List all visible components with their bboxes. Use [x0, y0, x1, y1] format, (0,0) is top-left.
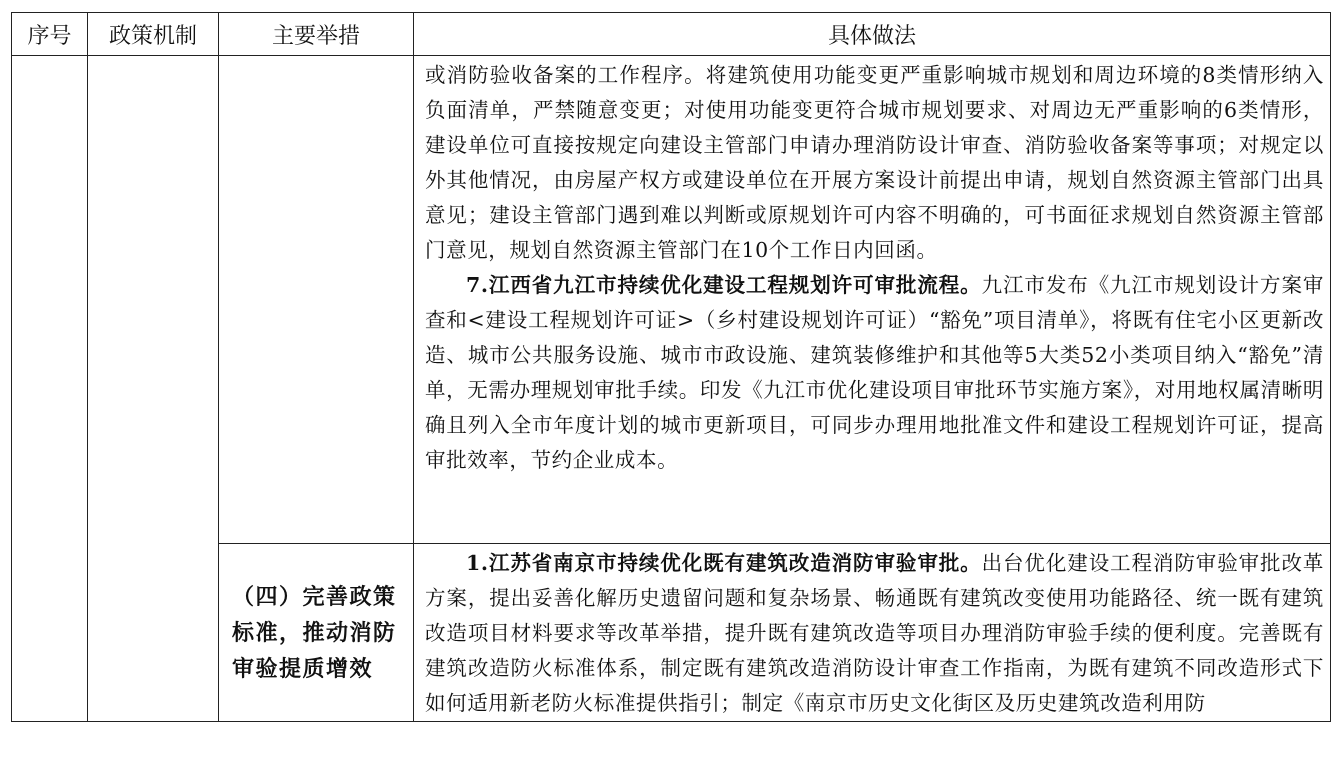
header-seq: 序号 — [12, 13, 88, 56]
practice-cell — [414, 544, 1331, 722]
practice-item-7 — [414, 268, 1330, 478]
measure-cell — [219, 544, 414, 722]
mechanism-cell — [88, 56, 219, 722]
item-body: 九江市发布《九江市规划设计方案审查和<建设工程规划许可证>（乡村建设规划许可证）“豁免”项目清单》，将既有住宅小区更新改造、城市公共服务设施、城市市政设施、建筑装修维护和其他等5大类52小类项目纳入“豁免”清单，无需办理规划审批手续。印发《九江市优化建设项目审批环节实施方案》，对用地权属清晰明确且列入全市年度计划的城市更新项目，可同步办理用地批准文件和建设工程规划许可证，提高审批效率，节约企业成本。 — [425, 273, 1324, 472]
header-row — [12, 13, 1331, 56]
practice-cell — [414, 56, 1331, 544]
measure-cell — [219, 56, 414, 544]
measure-title: （四）完善政策标准，推动消防审验提质增效 — [232, 583, 397, 682]
item-title: 7.江西省九江市持续优化建设工程规划许可审批流程。 — [466, 273, 982, 297]
header-mechanism: 政策机制 — [88, 13, 219, 56]
header-practice: 具体做法 — [414, 13, 1331, 56]
practice-paragraph: 或消防验收备案的工作程序。将建筑使用功能变更严重影响城市规划和周边环境的8类情形纳入负面清单，严禁随意变更；对使用功能变更符合城市规划要求、对周边无严重影响的6类情形，建设单位可直接按规定向建设主管部门申请办理消防设计审查、消防验收备案等事项；对规定以外其他情况，由房屋产权方或建设单位在开展方案设计前提出申请，规划自然资源主管部门出具意见；建设主管部门遇到难以判断或原规划许可内容不明确的，可书面征求规划自然资源主管部门意见，规划自然资源主管部门在10个工作日内回函。 — [425, 63, 1324, 262]
practice-item-1 — [414, 546, 1330, 721]
table-row — [12, 56, 1331, 544]
seq-cell — [12, 56, 88, 722]
header-measure: 主要举措 — [219, 13, 414, 56]
item-title: 1.江苏省南京市持续优化既有建筑改造消防审验审批。 — [466, 551, 982, 575]
policy-table — [11, 12, 1331, 722]
item-body: 出台优化建设工程消防审验审批改革方案，提出妥善化解历史遗留问题和复杂场景、畅通既有建筑改变使用功能路径、统一既有建筑改造项目材料要求等改革举措，提升既有建筑改造等项目办理消防审验手续的便利度。完善既有建筑改造防火标准体系，制定既有建筑改造消防设计审查工作指南，为既有建筑不同改造形式下如何适用新老防火标准提供指引；制定《南京市历史文化街区及历史建筑改造利用防 — [425, 551, 1324, 715]
